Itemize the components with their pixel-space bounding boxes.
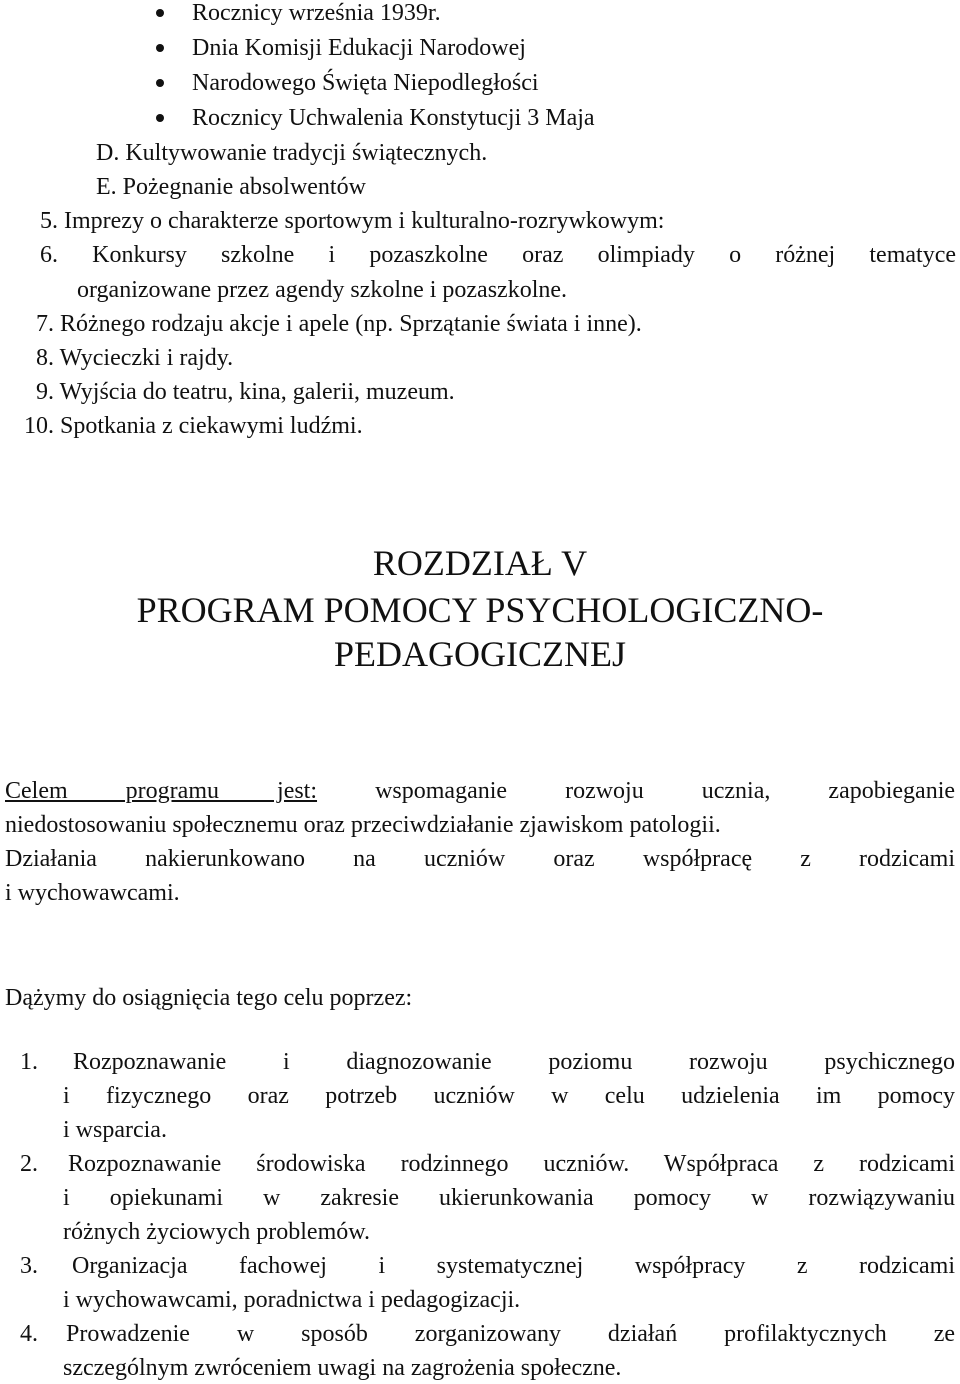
numbered-item-2-num: 2.: [20, 1151, 38, 1177]
numbered-item-3-line2: i wychowawcami, poradnictwa i pedagogizacji.: [63, 1287, 521, 1313]
list-item-10: 10. Spotkania z ciekawymi ludźmi.: [24, 413, 363, 439]
numbered-item-1-num: 1.: [20, 1049, 38, 1075]
numbered-item-1-line1: Rozpoznawanie i diagnozowanie poziomu rozwoju psychicznego: [73, 1049, 955, 1075]
numbered-item-2-line1: Rozpoznawanie środowiska rodzinnego uczniów. Współpraca z rodzicami: [68, 1151, 955, 1177]
numbered-item-4-num: 4.: [20, 1321, 38, 1347]
list-item-e: E. Pożegnanie absolwentów: [96, 174, 366, 200]
list-item-6-line2: organizowane przez agendy szkolne i pozaszkolne.: [77, 277, 568, 303]
bullet-dot: [156, 79, 164, 87]
list-item-d: D. Kultywowanie tradycji świątecznych.: [96, 140, 488, 166]
numbered-item-2-line2: i opiekunami w zakresie ukierunkowania pomocy w rozwiązywaniu: [63, 1185, 955, 1211]
bullet-item: Rocznicy Uchwalenia Konstytucji 3 Maja: [192, 105, 595, 131]
list-item-7: 7. Różnego rodzaju akcje i apele (np. Sprzątanie świata i inne).: [36, 311, 642, 337]
bullet-item: Rocznicy września 1939r.: [192, 0, 441, 26]
intro-lead: Celem programu jest:: [5, 778, 318, 804]
intro-line2: niedostosowaniu społecznemu oraz przeciwdziałanie zjawiskom patologii.: [5, 812, 721, 838]
numbered-item-3-num: 3.: [20, 1253, 38, 1279]
numbered-item-2-line3: różnych życiowych problemów.: [63, 1219, 371, 1245]
bullet-dot: [156, 9, 164, 17]
numbered-item-4-line1: Prowadzenie w sposób zorganizowany działań profilaktycznych ze: [66, 1321, 955, 1347]
bullet-dot: [156, 114, 164, 122]
intro-lead-rest: wspomaganie rozwoju ucznia, zapobieganie: [375, 778, 956, 804]
bullet-item: Dnia Komisji Edukacji Narodowej: [192, 35, 526, 61]
numbered-item-4-line2: szczególnym zwróceniem uwagi na zagrożenia społeczne.: [63, 1355, 622, 1381]
numbered-item-1-line2: i fizycznego oraz potrzeb uczniów w celu udzielenia im pomocy: [63, 1083, 955, 1109]
list-item-5: 5. Imprezy o charakterze sportowym i kulturalno-rozrywkowym:: [40, 208, 665, 234]
intro-line4: i wychowawcami.: [5, 880, 180, 906]
intro-line1: [5, 776, 955, 806]
list-item-9: 9. Wyjścia do teatru, kina, galerii, muzeum.: [36, 379, 455, 405]
chapter-title-line2: PEDAGOGICZNEJ: [334, 634, 626, 674]
numbered-item-1-line3: i wsparcia.: [63, 1117, 167, 1143]
bullet-dot: [156, 44, 164, 52]
chapter-number: ROZDZIAŁ V: [372, 543, 588, 583]
means-heading: Dążymy do osiągnięcia tego celu poprzez:: [5, 985, 413, 1011]
chapter-title-line1: PROGRAM POMOCY PSYCHOLOGICZNO-: [136, 590, 824, 630]
numbered-item-3-line1: Organizacja fachowej i systematycznej współpracy z rodzicami: [72, 1253, 955, 1279]
bullet-item: Narodowego Święta Niepodległości: [192, 70, 539, 96]
intro-line3: Działania nakierunkowano na uczniów oraz współpracę z rodzicami: [5, 846, 955, 872]
list-item-8: 8. Wycieczki i rajdy.: [36, 345, 234, 371]
list-item-6-line1: 6. Konkursy szkolne i pozaszkolne oraz olimpiady o różnej tematyce: [40, 242, 956, 268]
